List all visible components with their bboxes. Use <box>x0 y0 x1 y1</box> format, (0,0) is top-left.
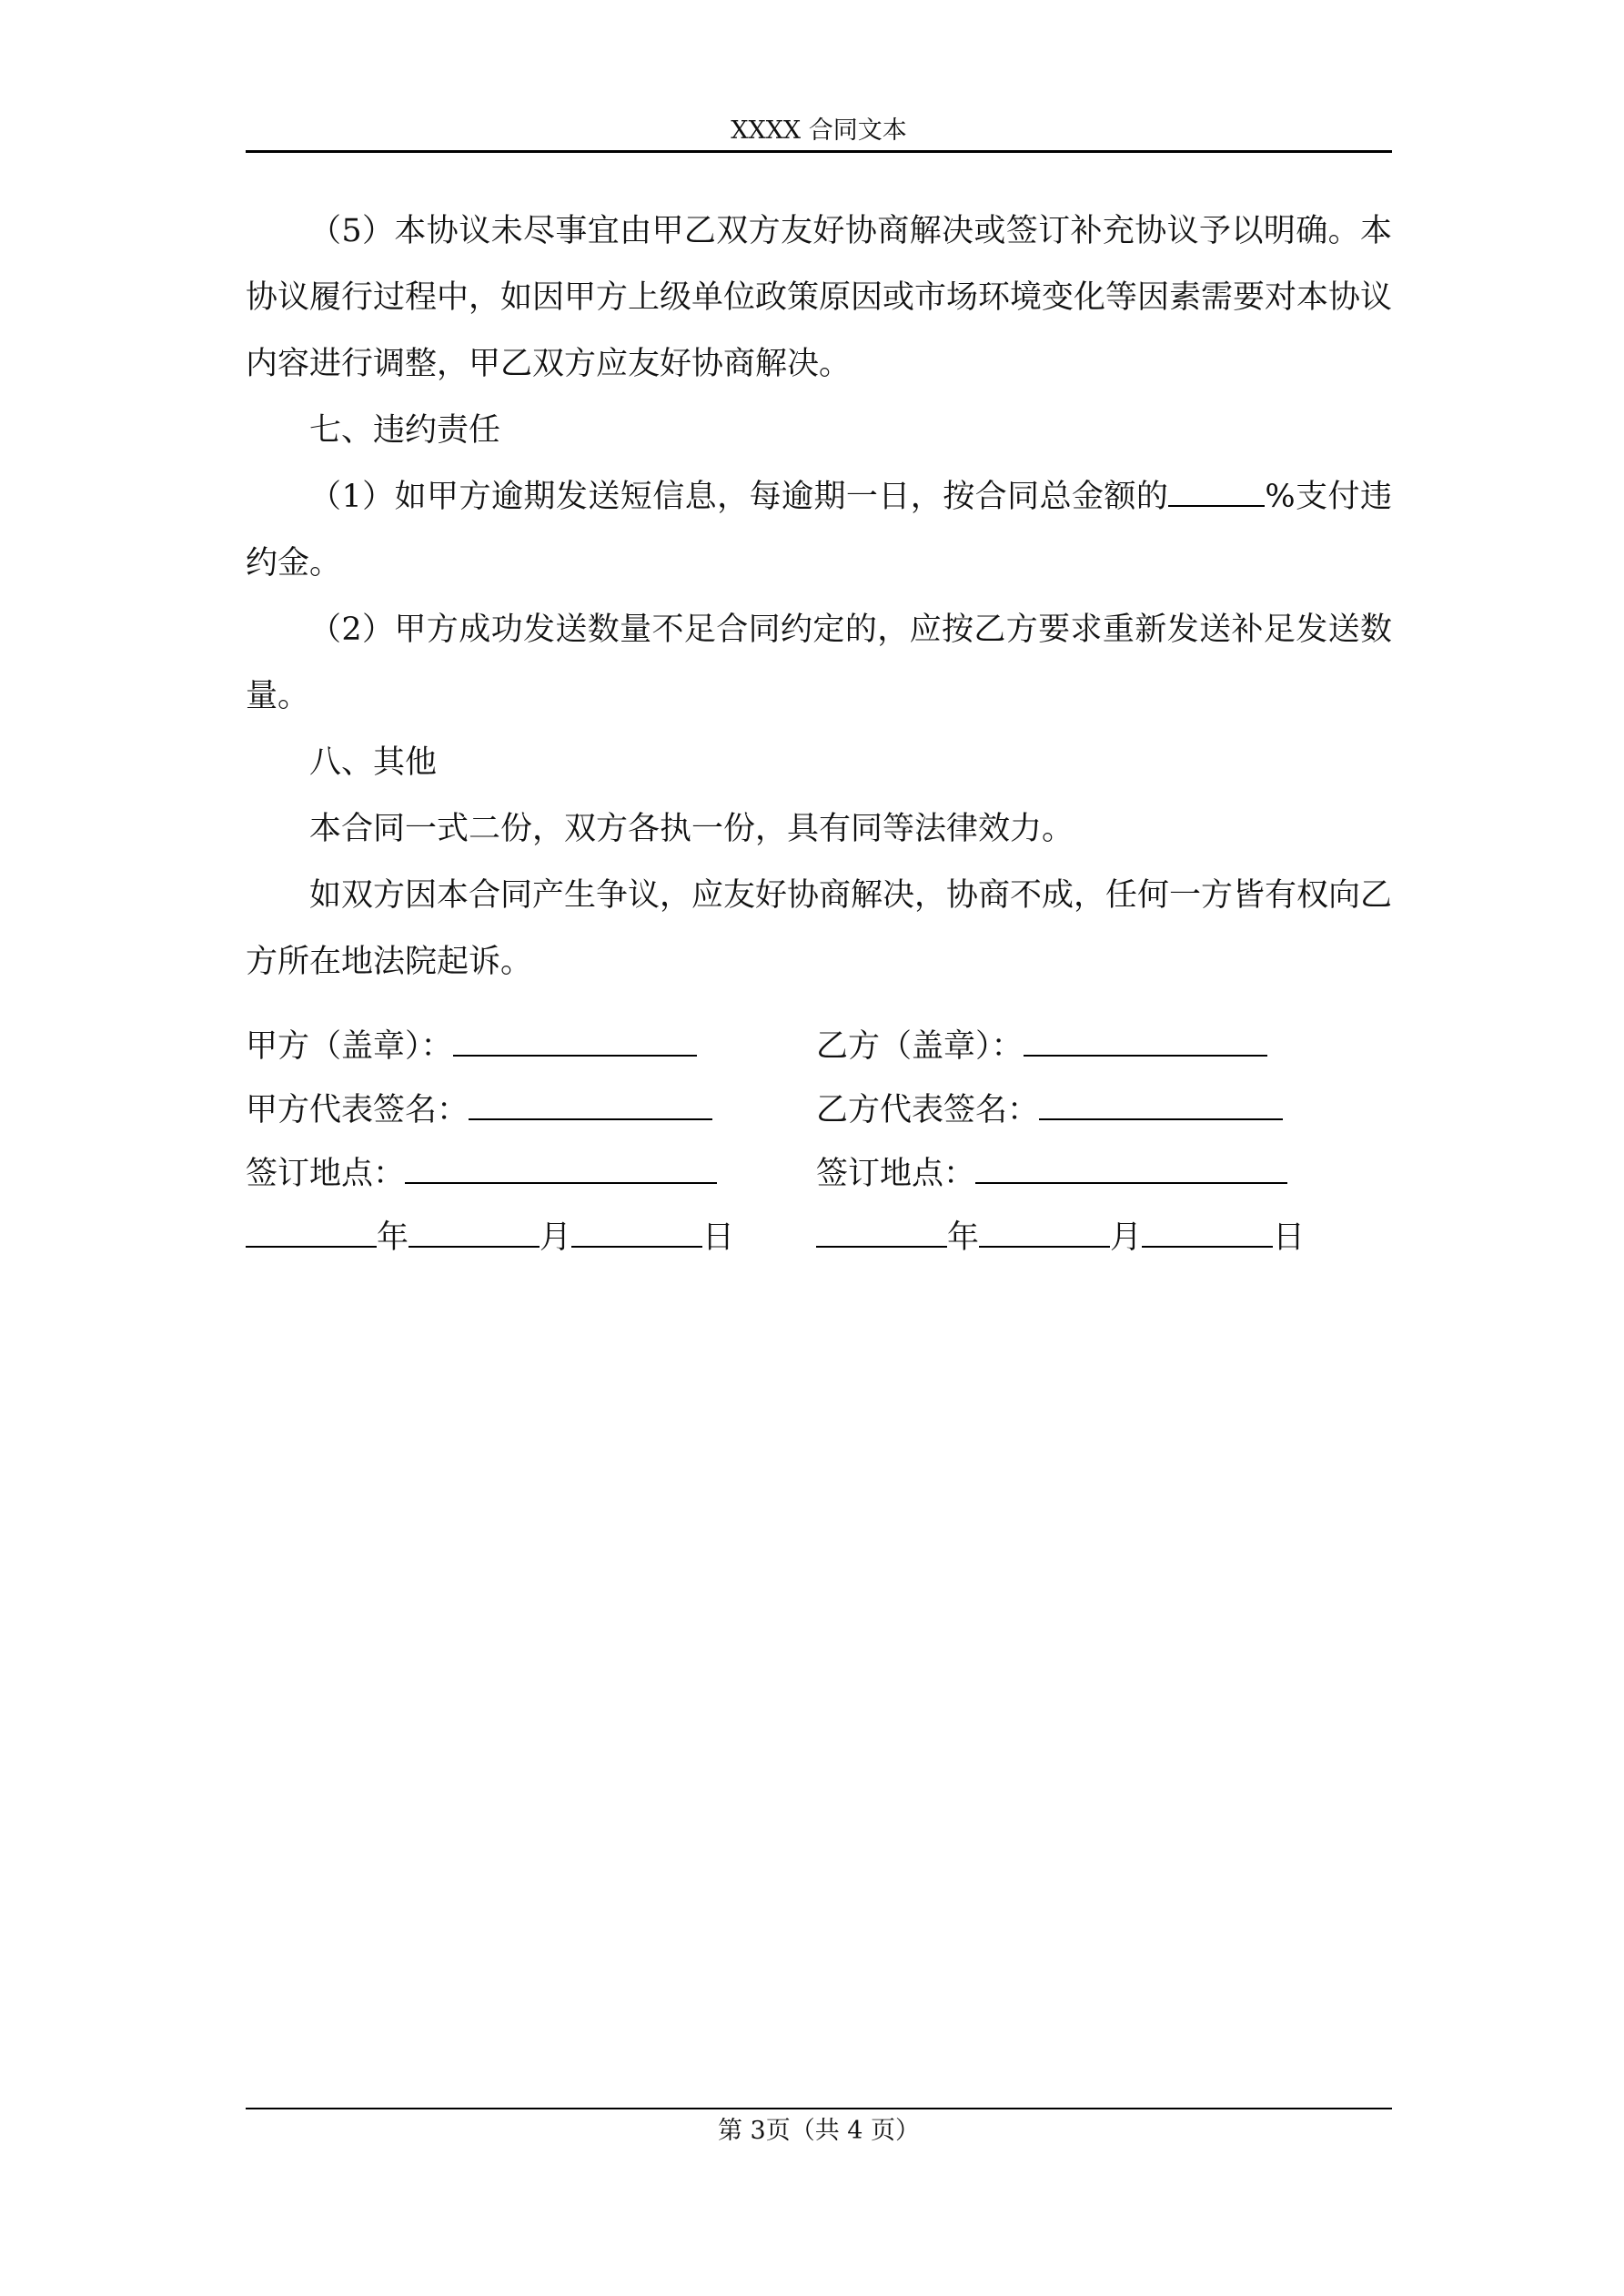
party-a-rep-row <box>246 1090 712 1130</box>
party-b-year-label: 年 <box>947 1219 980 1256</box>
party-a-year-blank[interactable] <box>246 1219 377 1248</box>
party-b-seal-blank[interactable] <box>1024 1027 1267 1057</box>
party-a-seal-blank[interactable] <box>453 1027 697 1057</box>
party-a-rep-blank[interactable] <box>469 1091 712 1120</box>
party-a-day-blank[interactable] <box>571 1219 702 1248</box>
party-a-day-label: 日 <box>702 1219 735 1256</box>
document-header-title: XXXX 合同文本 <box>731 116 907 145</box>
party-a-seal-row <box>246 1027 697 1067</box>
party-a-date-row <box>246 1218 734 1258</box>
party-b-seal-label: 乙方（盖章）： <box>816 1028 1024 1065</box>
contract-body <box>246 198 1392 996</box>
party-b-day-label: 日 <box>1273 1219 1306 1256</box>
clause-7-2-paragraph: （2）甲方成功发送数量不足合同约定的，应按乙方要求重新发送补足发送数量。 <box>246 612 1392 714</box>
party-a-rep-label: 甲方代表签名： <box>246 1092 469 1128</box>
clause-5-paragraph: （5）本协议未尽事宜由甲乙双方友好协商解决或签订补充协议予以明确。本协议履行过程中，如因甲方上级单位政策原因或市场环境变化等因素需要对本协议内容进行调整，甲乙双方应友好协商解决。 <box>246 213 1393 382</box>
party-a-place-row <box>246 1154 717 1194</box>
section-7-heading: 七、违约责任 <box>309 412 501 449</box>
party-a-place-blank[interactable] <box>405 1155 717 1184</box>
party-b-month-blank[interactable] <box>979 1219 1110 1248</box>
party-a-year-label: 年 <box>377 1219 409 1256</box>
penalty-rate-blank[interactable] <box>1168 480 1265 507</box>
page-number: 第 3页（共 4 页） <box>717 2117 921 2145</box>
party-a-month-blank[interactable] <box>409 1219 540 1248</box>
clause-7-1-text-after: %支付违约金。 <box>246 479 1392 582</box>
party-b-year-blank[interactable] <box>816 1219 947 1248</box>
dispute-paragraph: 如双方因本合同产生争议，应友好协商解决，协商不成，任何一方皆有权向乙方所在地法院起诉。 <box>246 877 1393 980</box>
party-b-rep-label: 乙方代表签名： <box>816 1092 1040 1128</box>
clause-7-1-text-before: （1）如甲方逾期发送短信息，每逾期一日，按合同总金额的 <box>309 479 1169 515</box>
copies-paragraph: 本合同一式二份，双方各执一份，具有同等法律效力。 <box>309 811 1074 847</box>
party-b-month-label: 月 <box>1110 1219 1143 1256</box>
header-divider <box>246 150 1392 153</box>
party-a-month-label: 月 <box>540 1219 572 1256</box>
party-b-seal-row <box>816 1027 1267 1067</box>
clause-7-1-paragraph <box>246 464 1392 597</box>
party-b-date-row <box>816 1218 1305 1258</box>
party-b-place-label: 签订地点： <box>816 1156 976 1192</box>
party-b-place-row <box>816 1154 1287 1194</box>
party-b-place-blank[interactable] <box>975 1155 1287 1184</box>
party-a-place-label: 签订地点： <box>246 1156 406 1192</box>
footer-divider <box>246 2108 1392 2109</box>
party-b-rep-row <box>816 1090 1283 1130</box>
party-b-rep-blank[interactable] <box>1039 1091 1283 1120</box>
section-8-heading: 八、其他 <box>309 744 438 781</box>
party-a-seal-label: 甲方（盖章）： <box>246 1028 453 1065</box>
party-b-day-blank[interactable] <box>1142 1219 1273 1248</box>
